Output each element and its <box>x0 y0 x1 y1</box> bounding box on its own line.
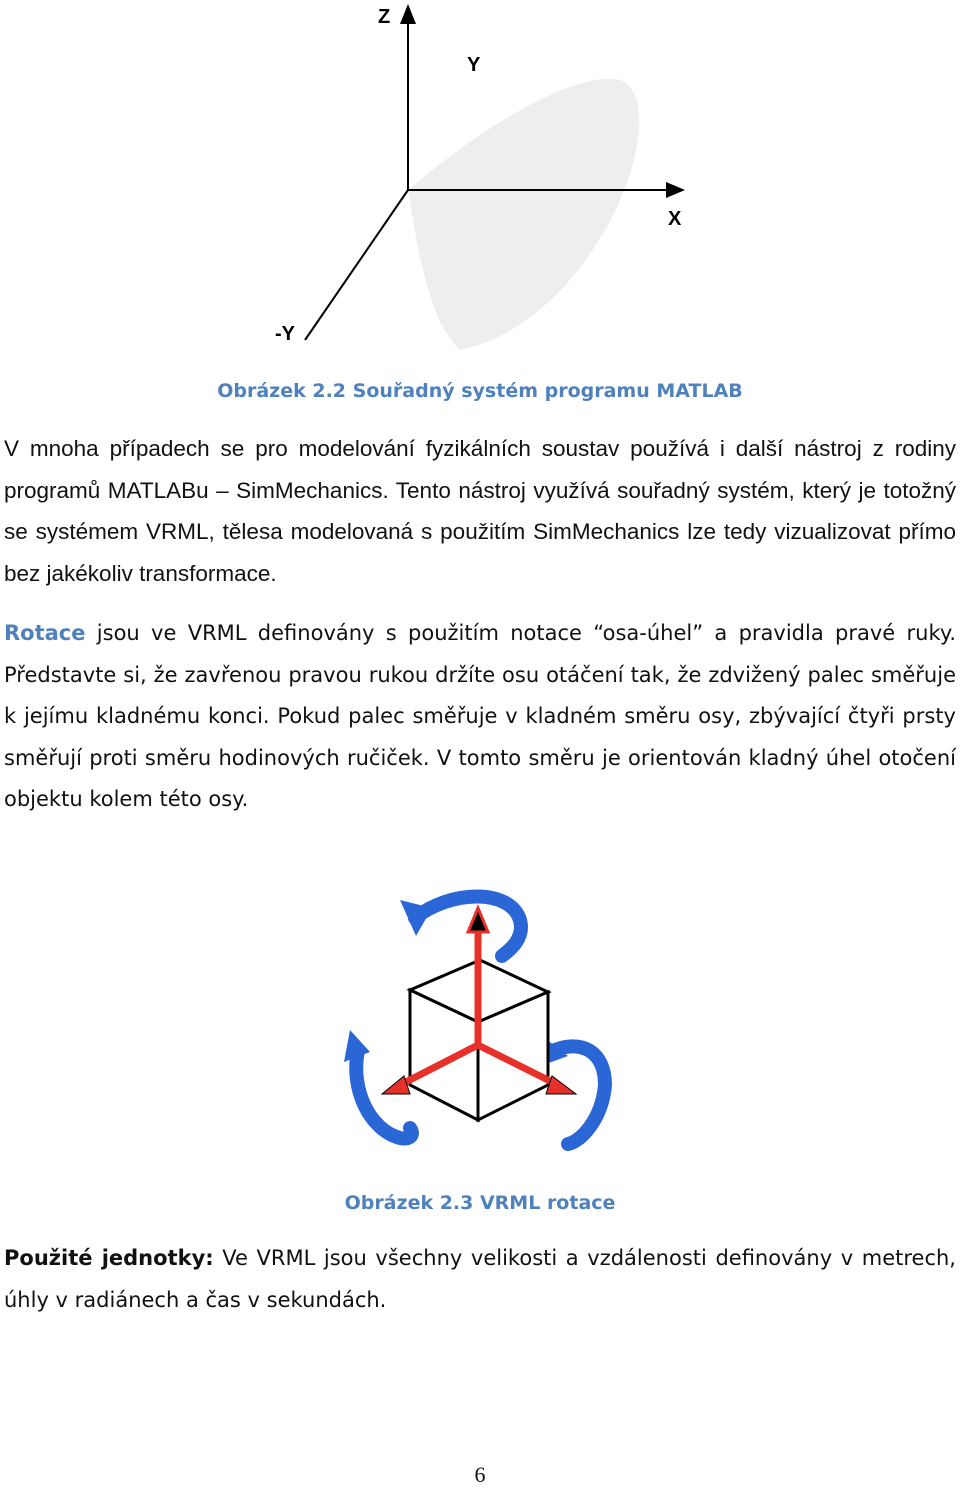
rotation-arrow-right <box>555 1046 605 1144</box>
paragraph-simmechanics: V mnoha případech se pro modelování fyzikálních soustav používá i další nástroj z rodiny programů MATLABu – SimMechanics. Tento nástroj využívá souřadný systém, který je totožný se systémem VRML, tělesa modelovaná s použitím SimMechanics lze tedy vizualizovat přímo bez jakékoliv transformace. <box>4 436 956 586</box>
axis-arrowhead-up <box>468 908 488 932</box>
x-axis-label: X <box>668 208 682 230</box>
rotation-text: jsou ve VRML definovány s použitím notace “osa-úhel” a pravidla pravé ruky. Představte si, že zavřenou pravou rukou držíte osu otáčení tak, že zdvižený palec směřuje k jejímu kladnému konci. Pokud palec směřuje v kladném směru osy, zbývající čtyři prsty směřují proti směru hodinových ručiček. V tomto směru je orientován kladný úhel otočení objektu kolem této osy. <box>4 621 956 811</box>
neg-y-axis-label: -Y <box>275 323 295 345</box>
figure-caption-2-2: Obrázek 2.2 Souřadný systém programu MATLAB <box>217 380 743 402</box>
units-term: Použité jednotky: <box>4 1246 214 1270</box>
page-number: 6 <box>474 1462 486 1487</box>
rotation-arrow-top <box>415 897 521 957</box>
x-axis-arrowhead <box>666 182 685 198</box>
coordinate-system-diagram <box>250 0 710 360</box>
y-axis-label: Y <box>467 54 481 76</box>
paragraph-units <box>4 1238 956 1321</box>
figure-caption-2-3: Obrázek 2.3 VRML rotace <box>344 1192 616 1214</box>
z-axis-label: Z <box>378 6 391 28</box>
units-text: Ve VRML jsou všechny velikosti a vzdálenosti definovány v metrech, úhly v radiánech a čas v sekundách. <box>4 1246 956 1312</box>
vrml-rotation-diagram <box>330 880 630 1160</box>
paragraph-rotation <box>4 613 956 821</box>
z-axis-arrowhead <box>400 4 416 24</box>
y-axis <box>305 190 408 340</box>
rotation-term: Rotace <box>4 621 86 645</box>
xy-plane <box>408 79 639 350</box>
